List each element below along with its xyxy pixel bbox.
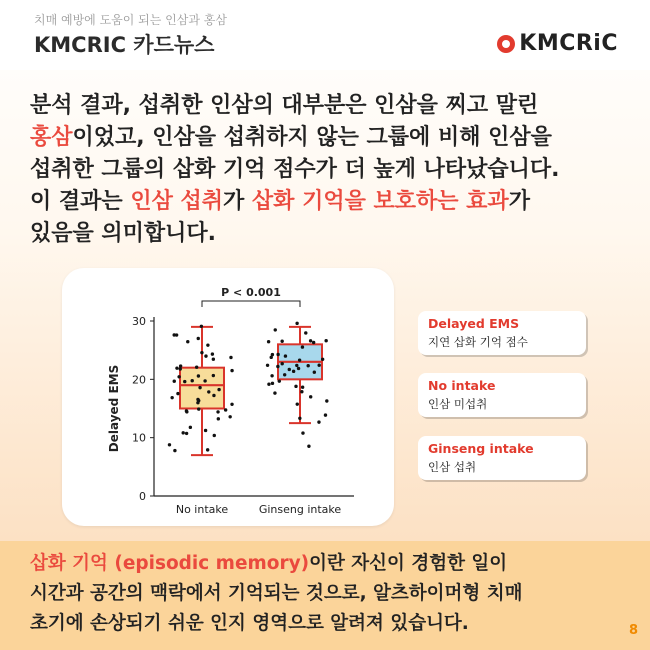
data-point (182, 431, 185, 434)
data-point (300, 390, 303, 393)
data-point (176, 392, 179, 395)
box-iqr (180, 368, 224, 409)
logo-mark-icon (497, 35, 515, 53)
legend-en: Delayed EMS (428, 316, 520, 331)
definition-line-3: 초기에 손상되기 쉬운 인지 영역으로 알려져 있습니다. (30, 613, 469, 634)
data-point (191, 379, 194, 382)
data-point (307, 445, 310, 448)
episodic-memory-highlight: 삽화 기억 (episodic memory) (30, 553, 310, 574)
meaning-line-1 (30, 186, 630, 218)
data-point (200, 351, 203, 354)
legend-no-intake (418, 373, 586, 417)
page-number: 8 (628, 623, 638, 638)
data-point (288, 368, 291, 371)
legend-ko: 지연 삽화 기억 점수 (428, 335, 528, 349)
data-point (211, 352, 214, 355)
data-point (170, 396, 173, 399)
data-point (230, 369, 233, 372)
data-point (321, 358, 324, 361)
definition-line-1 (30, 549, 630, 579)
data-point (301, 345, 304, 348)
red-ginseng-highlight: 홍삼 (30, 125, 73, 150)
data-point (301, 386, 304, 389)
data-point (276, 365, 279, 368)
data-point (172, 333, 175, 336)
data-point (295, 322, 298, 325)
legend-ginseng-intake (418, 436, 586, 480)
data-point (168, 443, 171, 446)
data-point (292, 370, 295, 373)
data-point (200, 325, 203, 328)
data-point (276, 353, 279, 356)
memory-protection-highlight: 삽화 기억을 보호하는 효과 (251, 189, 509, 214)
data-point (204, 354, 207, 357)
data-point (313, 371, 316, 374)
data-point (213, 434, 216, 437)
data-point (273, 391, 276, 394)
data-point (270, 356, 273, 359)
data-point (309, 395, 312, 398)
x-tick-label: No intake (175, 503, 229, 516)
result-line-3: 섭취한 그룹의 삽화 기억 점수가 더 높게 나타났습니다. (30, 157, 560, 182)
ginseng-intake-highlight: 인삼 섭취 (130, 189, 223, 214)
result-line-2 (30, 122, 630, 154)
data-point (212, 357, 215, 360)
meaning-paragraph (30, 186, 630, 250)
data-point (189, 426, 192, 429)
data-point (217, 388, 220, 391)
data-point (324, 339, 327, 342)
logo-text: KMCRiC (519, 31, 618, 56)
data-point (296, 402, 299, 405)
y-tick-label: 0 (139, 490, 146, 503)
data-point (267, 383, 270, 386)
data-point (195, 365, 198, 368)
y-tick-label: 30 (132, 315, 146, 328)
data-point (179, 367, 182, 370)
data-point (197, 337, 200, 340)
data-point (280, 340, 283, 343)
data-point (179, 364, 182, 367)
data-point (309, 339, 312, 342)
data-point (186, 340, 189, 343)
y-tick-label: 20 (132, 373, 146, 387)
data-point (306, 364, 309, 367)
meaning-text: 가 (223, 189, 252, 214)
p-value-label: P < 0.001 (221, 286, 281, 299)
data-point (325, 399, 328, 402)
data-point (317, 364, 320, 367)
definition-line-1-rest: 이란 자신이 경험한 일이 (309, 553, 508, 574)
data-point (183, 380, 186, 383)
data-point (207, 390, 210, 393)
header (0, 0, 650, 70)
data-point (298, 417, 301, 420)
data-point (173, 379, 176, 382)
legend-ko: 인삼 섭취 (428, 460, 477, 474)
data-point (294, 385, 297, 388)
data-point (270, 374, 273, 377)
data-point (297, 367, 300, 370)
result-paragraph (30, 90, 630, 186)
meaning-text: 가 (508, 189, 530, 214)
data-point (175, 366, 178, 369)
data-point (324, 413, 327, 416)
data-point (224, 408, 227, 411)
y-axis-label: Delayed EMS (107, 364, 121, 453)
legend-delayed-ems (418, 311, 586, 355)
meaning-text: 이 결과는 (30, 189, 131, 214)
legend-en: No intake (428, 378, 496, 393)
data-point (312, 341, 315, 344)
box-plot (62, 268, 394, 526)
kmcric-logo (497, 31, 618, 56)
data-point (317, 420, 320, 423)
definition-text (30, 549, 630, 639)
data-point (197, 374, 200, 377)
data-point (295, 364, 298, 367)
data-point (212, 394, 215, 397)
legend-ko: 인삼 미섭취 (428, 397, 488, 411)
x-tick-label: Ginseng intake (258, 503, 342, 516)
y-tick-label: 10 (132, 431, 146, 445)
data-point (304, 331, 307, 334)
data-point (229, 356, 232, 359)
definition-line-2: 시간과 공간의 맥락에서 기억되는 것으로, 알츠하이머형 치매 (30, 583, 523, 604)
data-point (212, 374, 215, 377)
header-title: KMCRIC 카드뉴스 (34, 33, 215, 57)
result-line-2-rest: 이었고, 인삼을 섭취하지 않는 그룹에 비해 인삼을 (72, 125, 552, 150)
data-point (298, 358, 301, 361)
data-point (267, 340, 270, 343)
data-point (301, 431, 304, 434)
data-point (216, 410, 219, 413)
data-point (283, 373, 286, 376)
data-point (284, 354, 287, 357)
data-point (173, 449, 176, 452)
data-point (271, 382, 274, 385)
data-point (206, 343, 209, 346)
data-point (196, 401, 199, 404)
meaning-line-2: 있음을 의미합니다. (30, 221, 217, 246)
data-point (230, 403, 233, 406)
result-line-1: 분석 결과, 섭취한 인삼의 대부분은 인삼을 찌고 말린 (30, 93, 539, 118)
data-point (185, 432, 188, 435)
data-point (274, 328, 277, 331)
data-point (198, 386, 201, 389)
data-point (228, 415, 231, 418)
data-point (185, 410, 188, 413)
header-subtitle: 치매 예방에 도움이 되는 인삼과 홍삼 (34, 13, 227, 27)
data-point (204, 429, 207, 432)
data-point (278, 379, 281, 382)
data-point (266, 364, 269, 367)
data-point (197, 407, 200, 410)
data-point (281, 362, 284, 365)
data-point (203, 379, 206, 382)
data-point (177, 375, 180, 378)
box-plot-card (62, 268, 394, 526)
data-point (206, 448, 209, 451)
data-point (217, 417, 220, 420)
footer-definition (0, 541, 650, 650)
significance-bracket (202, 301, 300, 307)
data-point (196, 398, 199, 401)
legend-en: Ginseng intake (428, 441, 534, 456)
